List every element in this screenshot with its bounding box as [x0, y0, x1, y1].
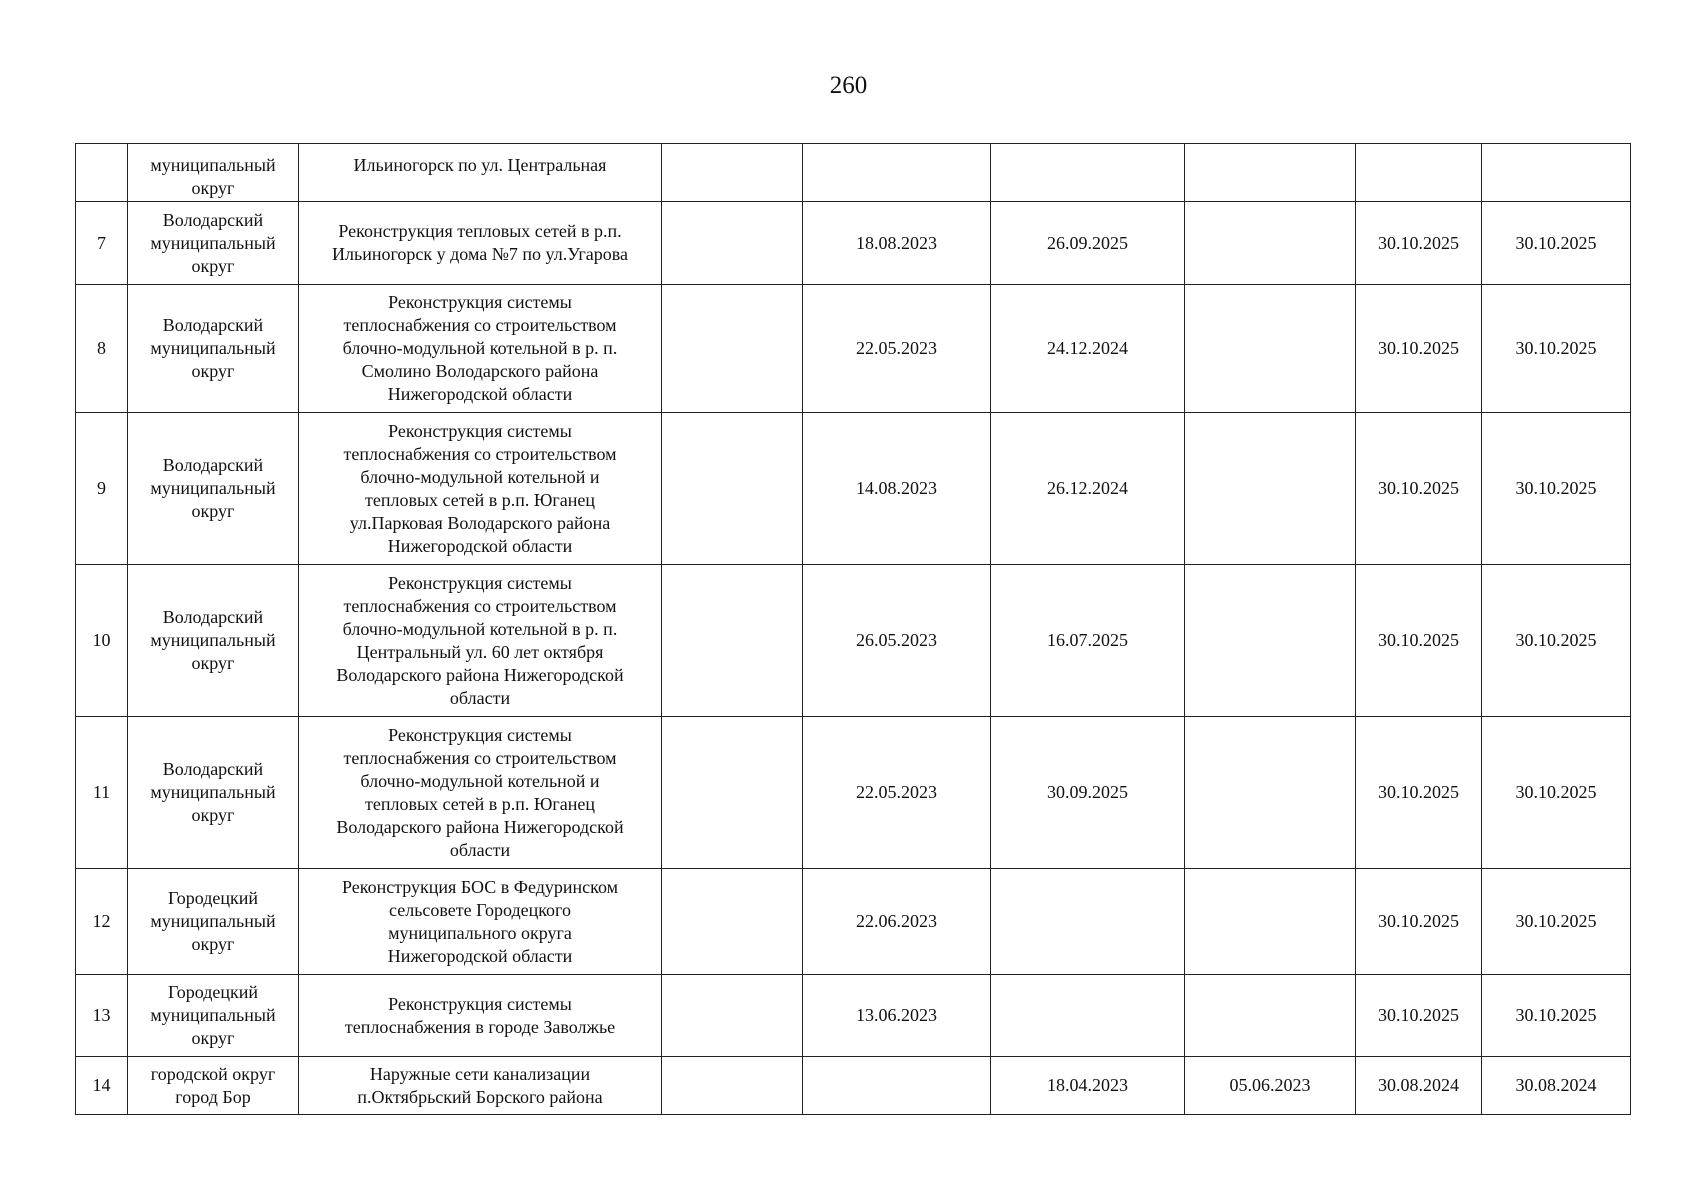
col7-cell — [1185, 285, 1356, 413]
col5-cell: 22.06.2023 — [803, 869, 991, 975]
col5-cell: 26.05.2023 — [803, 565, 991, 717]
col9-cell: 30.10.2025 — [1482, 565, 1631, 717]
row-number: 14 — [76, 1057, 128, 1115]
col6-cell: 16.07.2025 — [991, 565, 1185, 717]
col5-cell — [803, 1057, 991, 1115]
district-cell: Городецкий муниципальный округ — [128, 975, 299, 1057]
col5-cell: 14.08.2023 — [803, 413, 991, 565]
row-number: 8 — [76, 285, 128, 413]
col4-cell — [662, 565, 803, 717]
col9-cell: 30.08.2024 — [1482, 1057, 1631, 1115]
col4-cell — [662, 975, 803, 1057]
table-row — [76, 565, 1631, 717]
table-row — [76, 869, 1631, 975]
col9-cell — [1482, 144, 1631, 202]
col8-cell: 30.10.2025 — [1356, 565, 1482, 717]
col7-cell — [1185, 869, 1356, 975]
row-number: 10 — [76, 565, 128, 717]
object-cell: Реконструкция системы теплоснабжения в городе Заволжье — [299, 975, 662, 1057]
row-number: 9 — [76, 413, 128, 565]
col5-cell: 22.05.2023 — [803, 717, 991, 869]
object-cell: Реконструкция системы теплоснабжения со строительством блочно-модульной котельной и тепловых сетей в р.п. Юганец Володарского района Нижегородской области — [299, 717, 662, 869]
col8-cell — [1356, 144, 1482, 202]
col7-cell — [1185, 413, 1356, 565]
col6-cell: 18.04.2023 — [991, 1057, 1185, 1115]
object-cell: Реконструкция тепловых сетей в р.п. Ильиногорск у дома №7 по ул.Угарова — [299, 202, 662, 285]
col8-cell: 30.10.2025 — [1356, 202, 1482, 285]
col8-cell: 30.08.2024 — [1356, 1057, 1482, 1115]
col7-cell — [1185, 144, 1356, 202]
col7-cell — [1185, 975, 1356, 1057]
col8-cell: 30.10.2025 — [1356, 975, 1482, 1057]
col6-cell — [991, 869, 1185, 975]
row-number: 7 — [76, 202, 128, 285]
district-cell: Володарский муниципальный округ — [128, 202, 299, 285]
object-cell: Реконструкция БОС в Федуринском сельсовете Городецкого муниципального округа Нижегородской области — [299, 869, 662, 975]
object-cell: Наружные сети канализации п.Октябрьский Борского района — [299, 1057, 662, 1115]
object-cell: Реконструкция системы теплоснабжения со строительством блочно-модульной котельной в р. п. Смолино Володарского района Нижегородской области — [299, 285, 662, 413]
table-row — [76, 975, 1631, 1057]
table-row — [76, 202, 1631, 285]
table-row — [76, 717, 1631, 869]
col8-cell: 30.10.2025 — [1356, 717, 1482, 869]
row-number — [76, 144, 128, 202]
district-cell: муниципальный округ — [128, 144, 299, 202]
table-row — [76, 144, 1631, 202]
col9-cell: 30.10.2025 — [1482, 975, 1631, 1057]
district-cell: Володарский муниципальный округ — [128, 413, 299, 565]
table-row — [76, 413, 1631, 565]
table-row — [76, 1057, 1631, 1115]
district-cell: Володарский муниципальный округ — [128, 717, 299, 869]
col7-cell — [1185, 717, 1356, 869]
col4-cell — [662, 869, 803, 975]
object-cell: Реконструкция системы теплоснабжения со строительством блочно-модульной котельной в р. п. Центральный ул. 60 лет октября Володарского района Нижегородской области — [299, 565, 662, 717]
col6-cell — [991, 975, 1185, 1057]
col6-cell: 26.09.2025 — [991, 202, 1185, 285]
col6-cell: 24.12.2024 — [991, 285, 1185, 413]
col9-cell: 30.10.2025 — [1482, 413, 1631, 565]
district-cell: городской округ город Бор — [128, 1057, 299, 1115]
col5-cell: 22.05.2023 — [803, 285, 991, 413]
col8-cell: 30.10.2025 — [1356, 413, 1482, 565]
col8-cell: 30.10.2025 — [1356, 285, 1482, 413]
col9-cell: 30.10.2025 — [1482, 285, 1631, 413]
col6-cell: 26.12.2024 — [991, 413, 1185, 565]
objects-table — [75, 143, 1631, 1115]
col6-cell — [991, 144, 1185, 202]
col4-cell — [662, 1057, 803, 1115]
row-number: 11 — [76, 717, 128, 869]
col9-cell: 30.10.2025 — [1482, 717, 1631, 869]
col7-cell: 05.06.2023 — [1185, 1057, 1356, 1115]
col5-cell: 18.08.2023 — [803, 202, 991, 285]
col5-cell: 13.06.2023 — [803, 975, 991, 1057]
col9-cell: 30.10.2025 — [1482, 869, 1631, 975]
col7-cell — [1185, 565, 1356, 717]
page-number: 260 — [829, 72, 868, 99]
table-row — [76, 285, 1631, 413]
col4-cell — [662, 717, 803, 869]
object-cell: Реконструкция системы теплоснабжения со строительством блочно-модульной котельной и тепловых сетей в р.п. Юганец ул.Парковая Володарского района Нижегородской области — [299, 413, 662, 565]
row-number: 13 — [76, 975, 128, 1057]
col9-cell: 30.10.2025 — [1482, 202, 1631, 285]
district-cell: Городецкий муниципальный округ — [128, 869, 299, 975]
col6-cell: 30.09.2025 — [991, 717, 1185, 869]
col7-cell — [1185, 202, 1356, 285]
col4-cell — [662, 285, 803, 413]
col4-cell — [662, 413, 803, 565]
object-cell: Ильиногорск по ул. Центральная — [299, 144, 662, 202]
district-cell: Володарский муниципальный округ — [128, 565, 299, 717]
col5-cell — [803, 144, 991, 202]
col4-cell — [662, 144, 803, 202]
col8-cell: 30.10.2025 — [1356, 869, 1482, 975]
row-number: 12 — [76, 869, 128, 975]
col4-cell — [662, 202, 803, 285]
district-cell: Володарский муниципальный округ — [128, 285, 299, 413]
